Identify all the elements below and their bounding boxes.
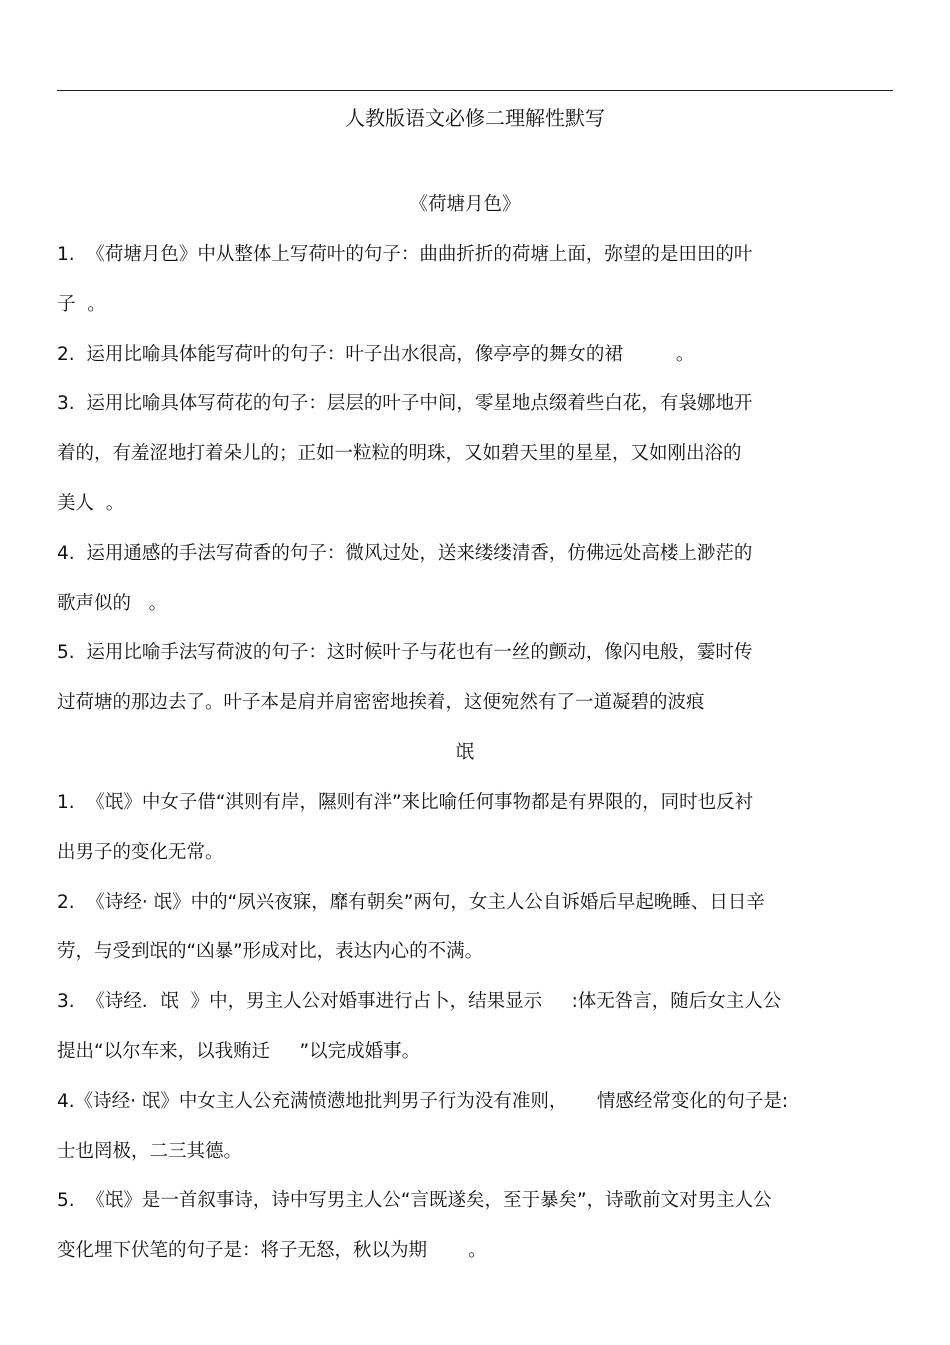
section-heading-hetang: 《荷塘月色》 — [409, 194, 521, 215]
text-line: 歌声似的 。 — [57, 593, 168, 614]
text-line: 1. 《荷塘月色》中从整体上写荷叶的句子：曲曲折折的荷塘上面，弥望的是田田的叶 — [57, 244, 753, 265]
text-line: 美人 。 — [57, 493, 125, 514]
text-line: 子 。 — [57, 294, 106, 315]
text-line: 出男子的变化无常。 — [57, 842, 224, 863]
text-line: 3. 《诗经．氓 》中，男主人公对婚事进行占卜，结果显示 :体无咎言，随后女主人公 — [57, 991, 782, 1012]
text-line: 2. 《诗经· 氓》中的“夙兴夜寐，靡有朝矣”两句，女主人公自诉婚后早起晚睡、日日辛 — [57, 892, 765, 913]
text-line: 1. 《氓》中女子借“淇则有岸，隰则有泮”来比喻任何事物都是有界限的，同时也反衬 — [57, 792, 754, 813]
text-line: 5. 《氓》是一首叙事诗，诗中写男主人公“言既遂矣，至于暴矣”，诗歌前文对男主人公 — [57, 1190, 772, 1211]
text-line: 4. 运用通感的手法写荷香的句子：微风过处，送来缕缕清香，仿佛远处高楼上渺茫的 — [57, 543, 753, 564]
document-title: 人教版语文必修二理解性默写 — [345, 106, 605, 130]
text-line: 着的，有羞涩地打着朵儿的；正如一粒粒的明珠，又如碧天里的星星，又如刚出浴的 — [57, 443, 742, 464]
header-rule — [57, 90, 893, 91]
text-line: 劳，与受到氓的“凶暴”形成对比，表达内心的不满。 — [57, 941, 484, 962]
text-line: 过荷塘的那边去了。叶子本是肩并肩密密地挨着，这便宛然有了一道凝碧的波痕 — [57, 692, 705, 713]
section-heading-mang: 氓 — [455, 742, 475, 763]
text-line: 5. 运用比喻手法写荷波的句子：这时候叶子与花也有一丝的颤动，像闪电般，霎时传 — [57, 642, 753, 663]
text-line: 3. 运用比喻具体写荷花的句子：层层的叶子中间，零星地点缀着些白花，有袅娜地开 — [57, 393, 753, 414]
text-line: 变化埋下伏笔的句子是：将子无怒，秋以为期 。 — [57, 1240, 487, 1261]
text-line: 4.《诗经· 氓》中女主人公充满愤懑地批判男子行为没有准则， 情感经常变化的句子是: — [57, 1091, 789, 1112]
text-line: 2. 运用比喻具体能写荷叶的句子：叶子出水很高，像亭亭的舞女的裙 。 — [57, 344, 695, 365]
text-line: 提出“以尔车来，以我贿迁 ”以完成婚事。 — [57, 1041, 421, 1062]
text-line: 士也罔极，二三其德。 — [57, 1141, 243, 1162]
